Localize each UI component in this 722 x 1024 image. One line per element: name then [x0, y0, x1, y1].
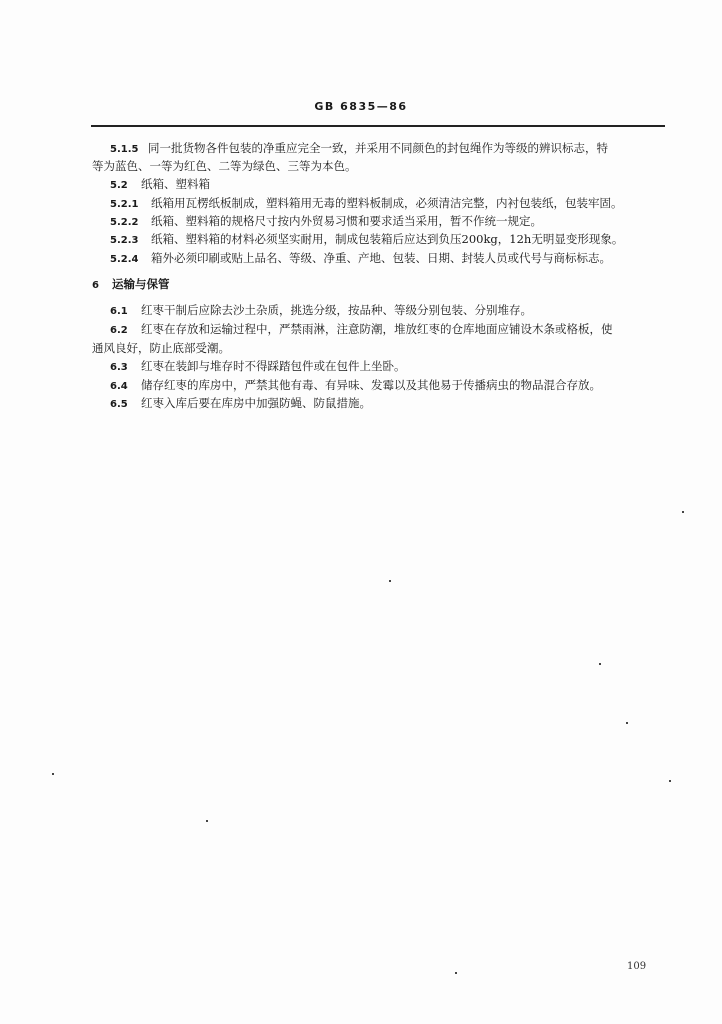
clause-number: 6.5: [110, 399, 128, 410]
clause-number: 6.1: [110, 306, 128, 317]
clause-text: 红枣入库后要在库房中加强防蝇、防鼠措施。: [141, 396, 371, 410]
clause-number: 5.2.2: [110, 217, 139, 228]
clause-text: 同一批货物各件包装的净重应完全一致，并采用不同颜色的封包绳作为等级的辨识标志，特: [148, 141, 608, 155]
scan-speck: [669, 780, 671, 782]
clause-number: 6.4: [110, 381, 128, 392]
clause-6-4: [110, 378, 601, 394]
clause-5-2-3: [110, 232, 623, 248]
scan-speck: [682, 511, 684, 513]
clause-6-1: [110, 303, 532, 319]
section-title: 运输与保管: [112, 277, 170, 291]
clause-number: 5.1.5: [110, 144, 139, 155]
scan-speck: [52, 773, 54, 775]
clause-text: 箱外必须印刷或贴上品名、等级、净重、产地、包装、日期、封装人员或代号与商标标志。: [151, 251, 611, 265]
clause-text: 红枣干制后应除去沙土杂质，挑选分级，按品种、等级分别包装、分别堆存。: [141, 303, 532, 317]
clause-5-2: [110, 177, 210, 193]
clause-5-2-1: [110, 196, 623, 212]
clause-5-2-4: [110, 251, 611, 267]
clause-text: 储存红枣的库房中，严禁其他有毒、有异味、发霉以及其他易于传播病虫的物品混合存放。: [141, 378, 601, 392]
scan-speck: [389, 580, 391, 582]
clause-number: 6.2: [110, 325, 128, 336]
clause-text: 红枣在存放和运输过程中，严禁雨淋，注意防潮，堆放红枣的仓库地面应铺设木条或格板，使: [141, 322, 613, 336]
scan-speck: [599, 663, 601, 665]
clause-5-1-5-line-1: [110, 141, 608, 157]
clause-text: 红枣在装卸与堆存时不得踩踏包件或在包件上坐卧。: [141, 359, 406, 373]
section-6-heading: [92, 277, 170, 293]
scan-speck: [206, 820, 208, 822]
clause-6-5: [110, 396, 371, 412]
clause-text: 纸箱用瓦楞纸板制成，塑料箱用无毒的塑料板制成，必须清洁完整，内衬包装纸，包装牢固。: [151, 196, 623, 210]
clause-number: 5.2.1: [110, 199, 139, 210]
clause-number: 5.2.4: [110, 254, 139, 265]
standard-code-header: GB 6835—86: [314, 100, 408, 113]
clause-text: 通风良好，防止底部受潮。: [92, 341, 230, 355]
clause-text: 纸箱、塑料箱的材料必须坚实耐用，制成包装箱后应达到负压200kg，12h无明显变形现象。: [151, 232, 624, 246]
clause-text: 纸箱、塑料箱的规格尺寸按内外贸易习惯和要求适当采用，暂不作统一规定。: [151, 214, 542, 228]
clause-text: 纸箱、塑料箱: [141, 177, 210, 191]
clause-number: 5.2.3: [110, 235, 139, 246]
clause-text: 等为蓝色、一等为红色、二等为绿色、三等为本色。: [92, 159, 357, 173]
page-number: 109: [627, 961, 647, 972]
clause-5-1-5-line-2: [92, 159, 357, 173]
clause-6-2-line-2: [92, 341, 230, 355]
clause-6-2-line-1: [110, 322, 613, 338]
clause-6-3: [110, 359, 406, 375]
header-rule: [91, 125, 665, 127]
scan-speck: [626, 722, 628, 724]
clause-number: 6.3: [110, 362, 128, 373]
scan-speck: [455, 972, 457, 974]
clause-5-2-2: [110, 214, 542, 230]
section-number: 6: [92, 280, 99, 291]
clause-number: 5.2: [110, 180, 128, 191]
